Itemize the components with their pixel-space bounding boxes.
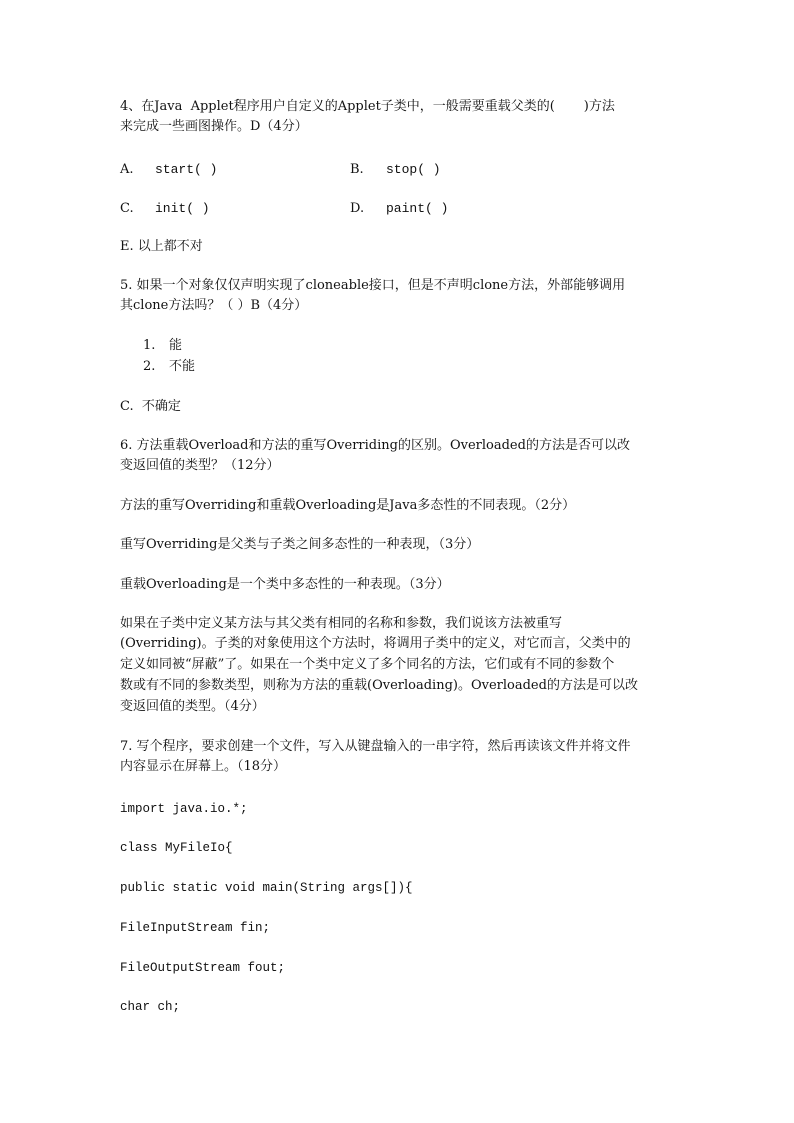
list-item-1-number: 1. [143,338,156,353]
code-line-5: FileOutputStream fout; [120,961,286,975]
question-5-line-1: 5. 如果一个对象仅仅声明实现了cloneable接口，但是不声明clone方法，外部能够调用 [120,278,626,293]
question-4-line-1: 4、在Java Applet程序用户自定义的Applet子类中，一般需要重载父类的( )方法 [120,99,615,114]
list-item-2-number: 2. [143,359,156,374]
question-5-line-2: 其clone方法吗？（ ）B（4分） [120,298,308,313]
question-4-line-2: 来完成一些画图操作。D（4分） [120,119,308,134]
code-line-1: import java.io.*; [120,802,248,816]
answer-6-paragraph-1: 方法的重写Overriding和重载Overloading是Java多态性的不同表现。（2分） [120,498,576,513]
option-c-text: init( ) [155,201,210,216]
answer-6-paragraph-4-line-4: 数或有不同的参数类型，则称为方法的重载(Overloading)。Overloaded的方法是可以改 [120,678,638,693]
list-item-1-text: 能 [169,338,183,353]
option-c-uncertain: C. 不确定 [120,399,181,414]
answer-6-paragraph-4-line-2: (Overriding)。子类的对象使用这个方法时，将调用子类中的定义，对它而言，父类中的 [120,636,631,651]
option-a-letter: A. [120,162,134,177]
option-b-text: stop( ) [386,162,441,177]
answer-6-paragraph-4-line-1: 如果在子类中定义某方法与其父类有相同的名称和参数，我们说该方法被重写 [120,616,563,631]
question-6-line-2: 变返回值的类型？（12分） [120,458,280,473]
option-d-text: paint( ) [386,201,449,216]
option-a-text: start( ) [155,162,218,177]
answer-6-paragraph-4-line-5: 变返回值的类型。（4分） [120,699,265,714]
code-line-2: class MyFileIo{ [120,841,233,855]
answer-6-paragraph-2: 重写Overriding是父类与子类之间多态性的一种表现，（3分） [120,537,480,552]
code-line-4: FileInputStream fin; [120,921,271,935]
answer-6-paragraph-4-line-3: 定义如同被“屏蔽”了。如果在一个类中定义了多个同名的方法，它们或有不同的参数个 [120,657,615,672]
option-b-letter: B. [350,162,364,177]
option-c-letter: C. [120,201,134,216]
question-7-line-2: 内容显示在屏幕上。（18分） [120,759,287,774]
answer-6-paragraph-3: 重载Overloading是一个类中多态性的一种表现。（3分） [120,577,450,592]
code-line-3: public static void main(String args[]){ [120,881,413,895]
question-7-line-1: 7. 写个程序，要求创建一个文件，写入从键盘输入的一串字符，然后再读该文件并将文件 [120,739,631,754]
list-item-2-text: 不能 [169,359,196,374]
option-e: E. 以上都不对 [120,239,203,254]
option-d-letter: D. [350,201,365,216]
question-6-line-1: 6. 方法重载Overload和方法的重写Overriding的区别。Overloaded的方法是否可以改 [120,438,630,453]
code-line-6: char ch; [120,1000,181,1014]
